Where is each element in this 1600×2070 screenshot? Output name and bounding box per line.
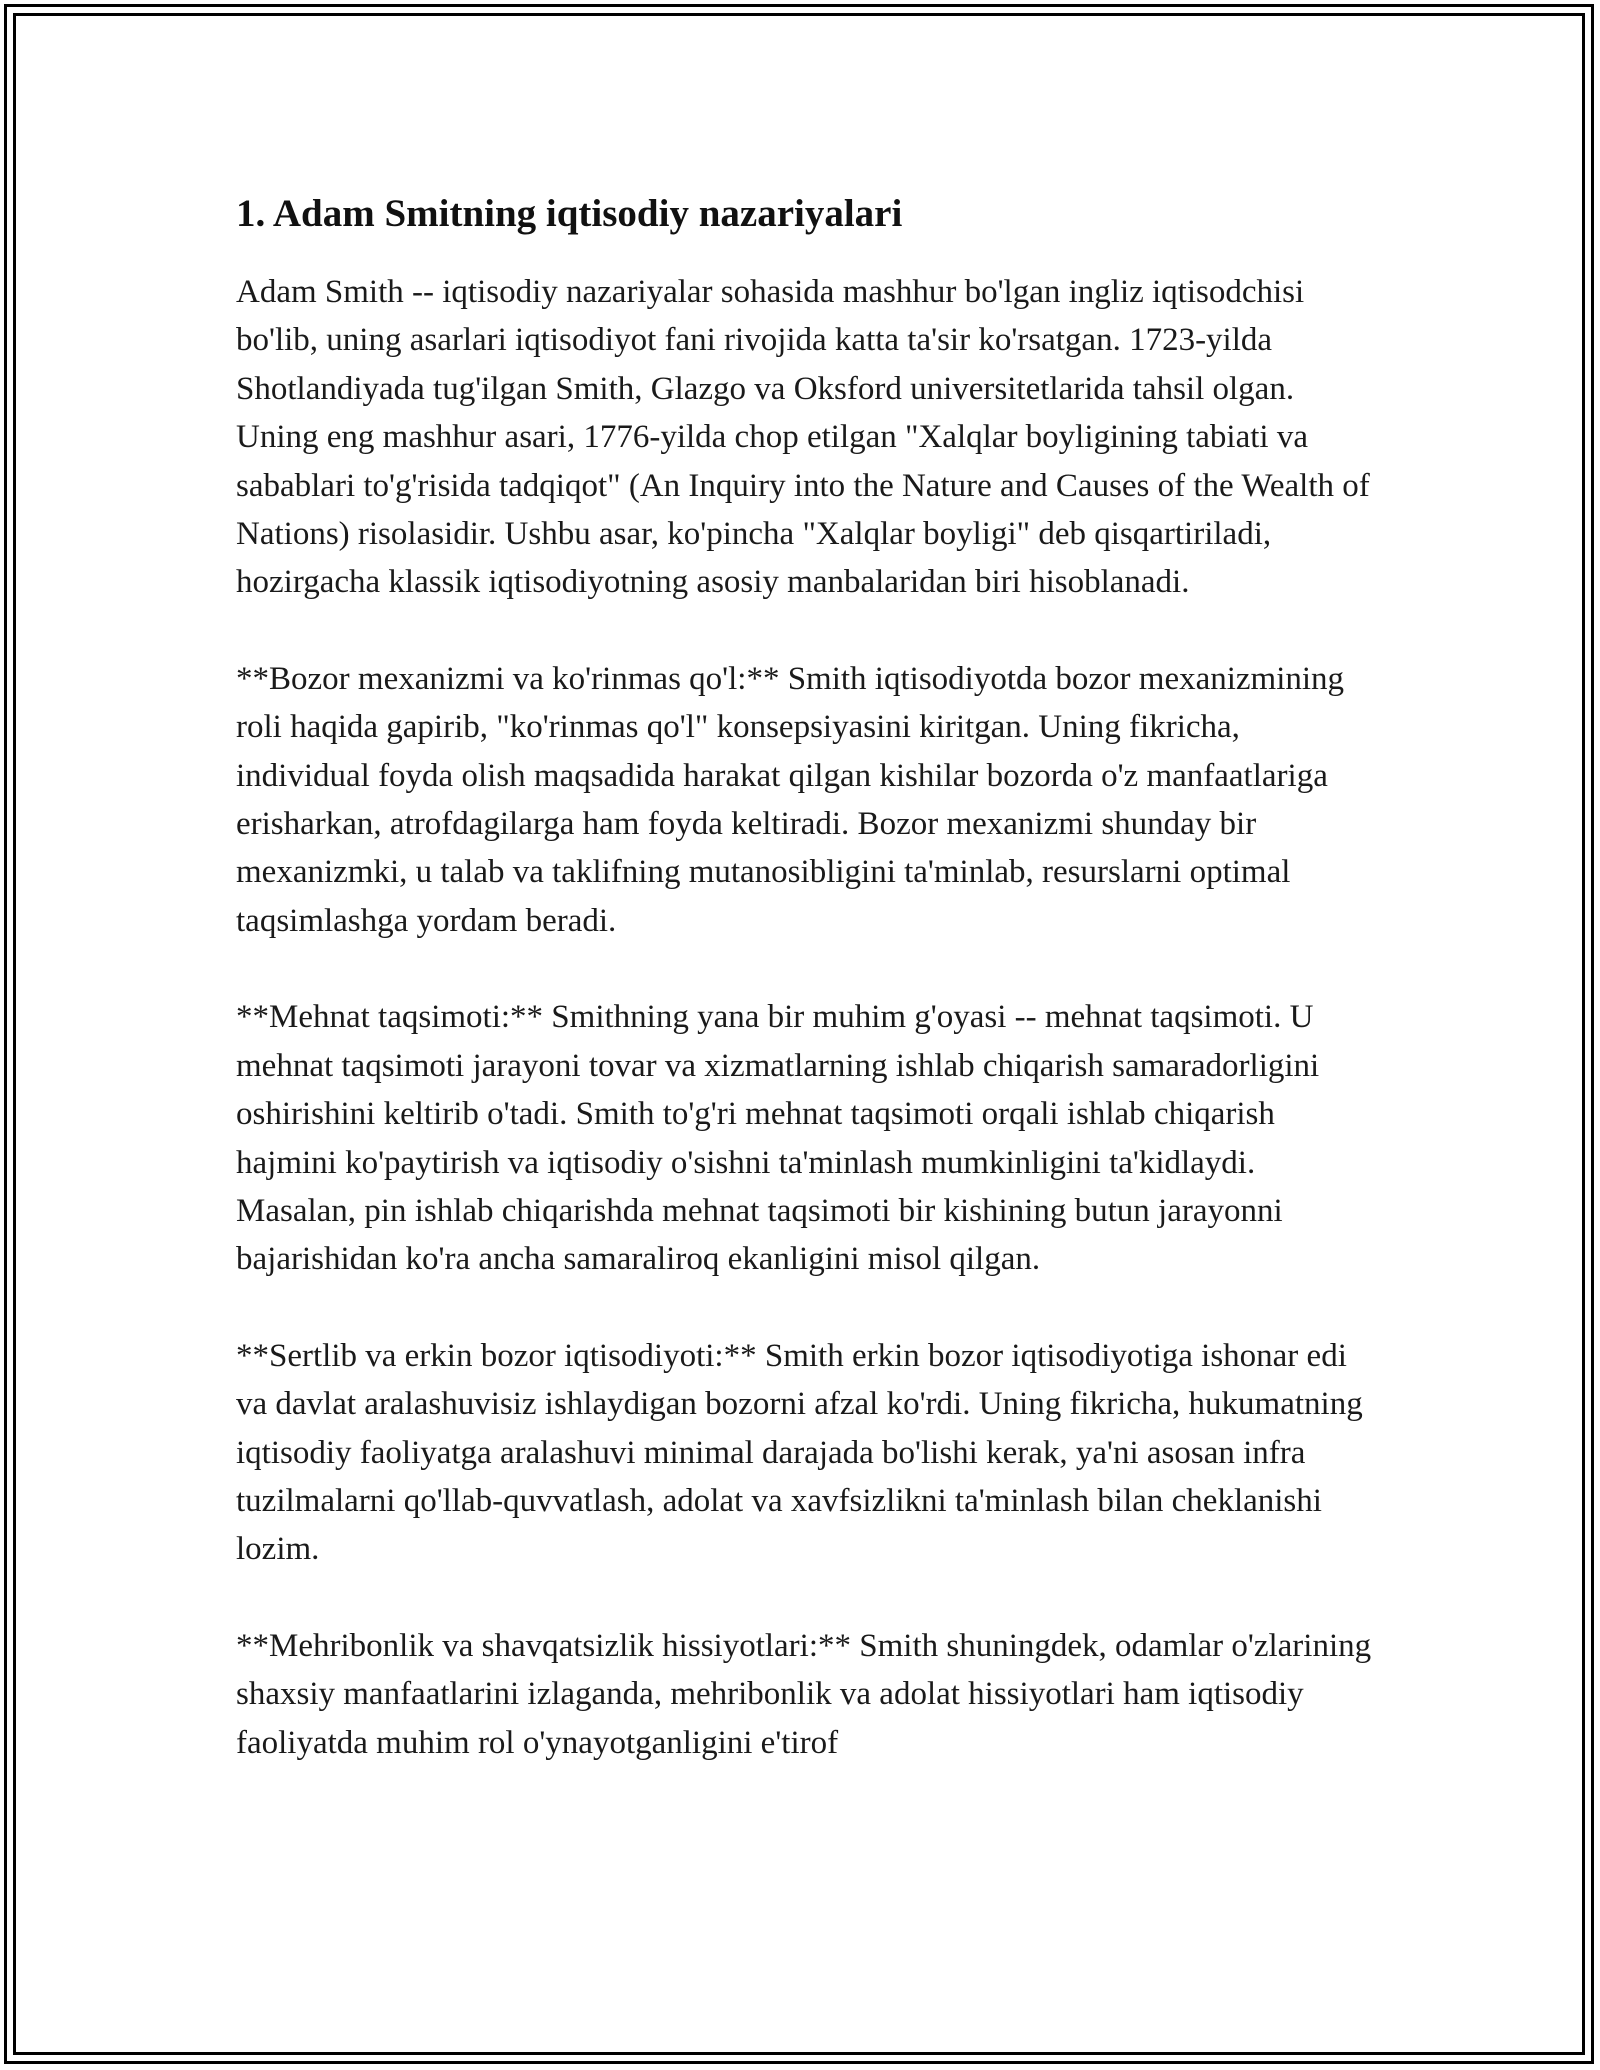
paragraph-sentiments: **Mehribonlik va shavqatsizlik hissiyotlari:** Smith shuningdek, odamlar o'zlarining shaxsiy manfaatlarini izlaganda, mehribonlik va adolat hissiyotlari ham iqtisodiy faoliyatda muhim rol o'ynayotganligini e'tirof xyxy=(236,1627,1372,1761)
paragraph-market-mechanism: **Bozor mexanizmi va ko'rinmas qo'l:** Smith iqtisodiyotda bozor mexanizmining roli haqida gapirib, "ko'rinmas qo'l" konsepsiyasini kiritgan. Uning fikricha, individual foyda olish maqsadida harakat qilgan kishilar bozorda o'z manfaatlariga erisharkan, atrofdagilarga ham foyda keltiradi. Bozor mexanizmi shunday bir mexanizmki, u talab va taklifning mutanosibligini ta'minlab, resurslarni optimal taqsimlashga yordam beradi. xyxy=(236,660,1345,939)
paragraph-division-of-labor: **Mehnat taqsimoti:** Smithning yana bir muhim g'oyasi -- mehnat taqsimoti. U mehnat taqsimoti jarayoni tovar va xizmatlarning ishlab chiqarish samaradorligini oshirishini keltirib o'tadi. Smith to'g'ri mehnat taqsimoti orqali ishlab chiqarish hajmini ko'paytirish va iqtisodiy o'sishni ta'minlash mumkinligini ta'kidlaydi. Masalan, pin ishlab chiqarishda mehnat taqsimoti bir kishining butun jarayonni bajarishidan ko'ra ancha samaraliroq ekanligini misol qilgan. xyxy=(236,999,1320,1278)
paragraph-free-market: **Sertlib va erkin bozor iqtisodiyoti:** Smith erkin bozor iqtisodiyotiga ishonar edi va davlat aralashuvisiz ishlaydigan bozorni afzal ko'rdi. Uning fikricha, hukumatning iqtisodiy faoliyatga aralashuvi minimal darajada bo'lishi kerak, ya'ni asosan infra tuzilmalarni qo'llab-quvvatlash, adolat va xavfsizlikni ta'minlash bilan cheklanishi lozim. xyxy=(236,1337,1363,1568)
page-title: 1. Adam Smitning iqtisodiy nazariyalari xyxy=(236,192,903,235)
paragraph-intro: Adam Smith -- iqtisodiy nazariyalar sohasida mashhur bo'lgan ingliz iqtisodchisi bo'lib, uning asarlari iqtisodiyot fani rivojida katta ta'sir ko'rsatgan. 1723-yilda Shotlandiyada tug'ilgan Smith, Glazgo va Oksford universitetlarida tahsil olgan. Uning eng mashhur asari, 1776-yilda chop etilgan "Xalqlar boyligining tabiati va sabablari to'g'risida tadqiqot" (An Inquiry into the Nature and Causes of the Wealth of Nations) risolasidir. Ushbu asar, ko'pincha "Xalqlar boyligi" deb qisqartiriladi, hozirgacha klassik iqtisodiyotning asosiy manbalaridan biri hisoblanadi. xyxy=(236,274,1370,601)
document-content xyxy=(236,186,1376,1815)
